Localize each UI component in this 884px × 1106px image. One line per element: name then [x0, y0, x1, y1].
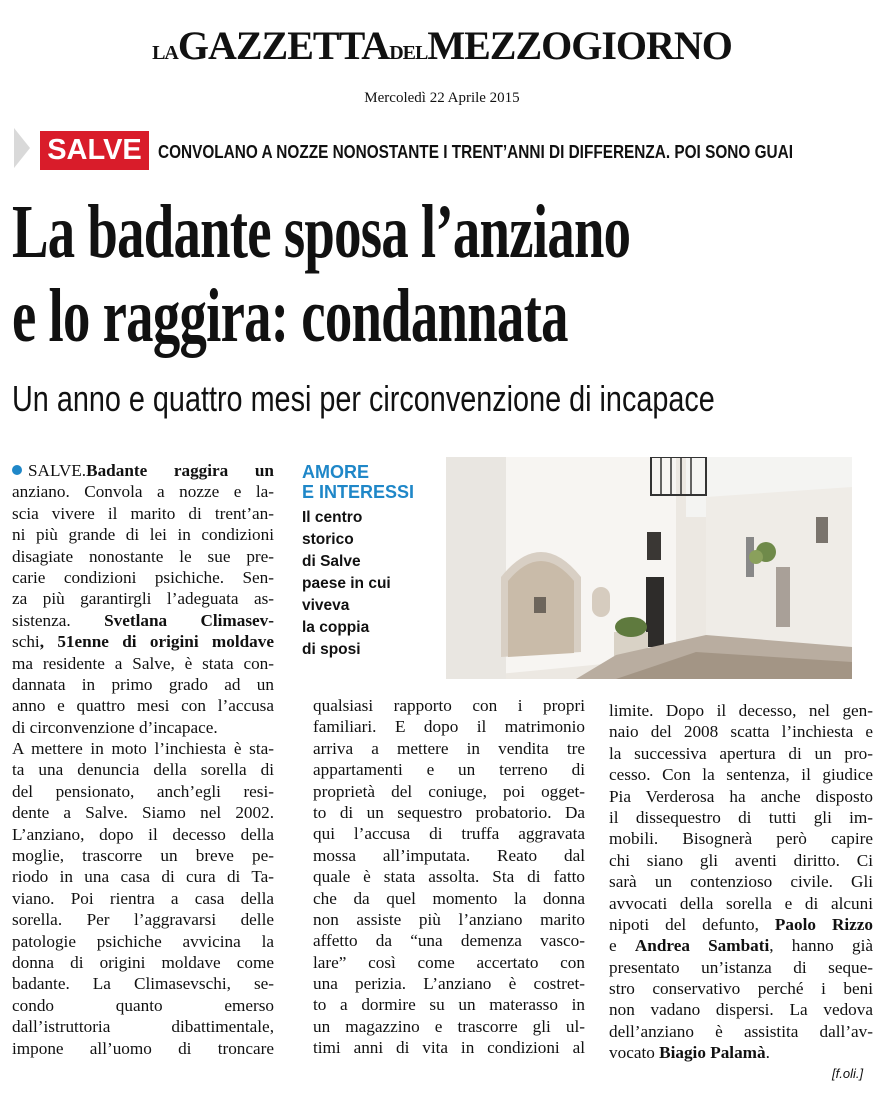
article-line: e Andrea Sambati, hanno già — [609, 936, 873, 956]
article-line: proprietà del coniuge, poi ogget- — [313, 781, 585, 801]
article-line: L’anziano, dopo il decesso della — [12, 824, 274, 844]
caption-line: la coppia — [302, 619, 370, 636]
kicker-line: CONVOLANO A NOZZE NONOSTANTE I TRENT’ANNI DI DIFFERENZA. POI SONO GUAI — [158, 141, 793, 162]
article-line: il dissequestro di tutti gli im- — [609, 807, 873, 827]
article-line: ta una denuncia della sorella di — [12, 760, 274, 780]
caption-line: di Salve — [302, 553, 361, 570]
headline-line: e lo raggira: condannata — [12, 274, 568, 358]
article-line: disagiate nonostante le sue pre- — [12, 546, 274, 566]
street-photo-illustration — [446, 457, 852, 679]
caption-line: Il centro — [302, 509, 363, 526]
caption-line: di sposi — [302, 641, 361, 658]
article-line: arriva a mettere in vendita tre — [313, 738, 585, 758]
article-line: qualsiasi rapporto con i propri — [313, 696, 585, 715]
article-line: che da quel momento la donna — [313, 888, 585, 908]
article-line: impone all’uomo di troncare — [12, 1038, 274, 1058]
article-line: chi siano gli aventi diritto. Ci — [609, 850, 873, 870]
street-photo — [446, 457, 852, 679]
article-line: non assiste più l’anziano marito — [313, 909, 585, 929]
masthead-del: DEL — [389, 42, 428, 64]
article-line: presentato un’istanza di seque- — [609, 957, 873, 977]
bullet-icon — [12, 465, 22, 475]
photo-caption-title — [302, 462, 414, 502]
article-line: dannata in primo grado ad un — [12, 674, 274, 694]
caption-line: paese in cui — [302, 575, 391, 592]
article-line: to di un sequestro probatorio. Da — [313, 802, 585, 822]
article-line: dell’anziano è assistita dall’av- — [609, 1021, 873, 1041]
article-line: vocato Biagio Palamà. — [609, 1043, 770, 1063]
caption-line: viveva — [302, 597, 350, 614]
article-line: anziano. Convola a nozze e la- — [12, 482, 274, 502]
article-line: badante. La Climasevschi, se- — [12, 974, 274, 994]
article-line: condo quanto emerso — [12, 995, 274, 1015]
article-line: la successiva apertura di un pro- — [609, 743, 873, 763]
masthead-gazzetta: GAZZETTA — [177, 23, 390, 68]
article-line: A mettere in moto l’inchiesta è sta- — [12, 739, 274, 759]
article-line: cesso. Con la sentenza, il giudice — [609, 765, 873, 785]
headline — [12, 190, 876, 358]
article-line: una perizia. L’anziano è costret- — [313, 974, 585, 994]
article-line: di circonvenzione d’incapace. — [12, 717, 218, 737]
caption-line: storico — [302, 531, 354, 548]
article-line: Pia Verderosa ha anche disposto — [609, 786, 873, 806]
article-line: sistenza. Svetlana Climasev- — [12, 610, 274, 630]
article-line: appartamenti e un terreno di — [313, 760, 585, 780]
article-line: donna di origini moldave come — [12, 952, 274, 972]
caption-title-line: E INTERESSI — [302, 482, 415, 502]
article-line: schi, 51enne di origini moldave — [12, 632, 274, 652]
masthead-la: LA — [152, 42, 178, 64]
article-line: affetto da “una demenza vasco- — [313, 931, 585, 951]
author-signature: [f.oli.] — [832, 1066, 864, 1081]
masthead-mezzogiorno: MEZZOGIORNO — [427, 23, 732, 68]
article-line: patologie psichiche avvicina la — [12, 931, 274, 951]
article-line: dall’istruttoria dibattimentale, — [12, 1017, 274, 1037]
article-line: familiari. E dopo il matrimonio — [313, 717, 585, 737]
publication-date: Mercoledì 22 Aprile 2015 — [364, 90, 520, 106]
article-line: mossa all’imputata. Reato dal — [313, 845, 585, 865]
article-line: stro conservativo perché i beni — [609, 979, 873, 999]
article-line: quale è stata assolta. Sta di fatto — [313, 867, 585, 887]
article-line: sorella. Per l’aggravarsi delle — [12, 910, 274, 930]
article-line: to a dormire su un materasso in — [313, 995, 585, 1015]
article-column-3 — [609, 700, 873, 1064]
article-line: scia vivere il marito di trent’an- — [12, 503, 274, 523]
article-line: dente a Salve. Siamo nel 2002. — [12, 803, 274, 823]
article-line: qui l’accusa di truffa aggravata — [313, 824, 585, 844]
article-line: timi anni di vita in condizioni al — [313, 1038, 585, 1058]
photo-caption-body — [302, 507, 391, 661]
caption-title-line: AMORE — [302, 462, 369, 482]
kicker-arrow-icon — [14, 128, 30, 168]
article-line: del pensionato, anch’egli resi- — [12, 781, 274, 801]
headline-line: La badante sposa l’anziano — [12, 190, 631, 274]
article-line: viano. Poi rientra a casa della — [12, 888, 274, 908]
article-line: sarà un contenzioso civile. Gli — [609, 872, 873, 892]
article-line: avvocati della sorella e di alcuni — [609, 893, 873, 913]
article-line: nipoti del defunto, Paolo Rizzo — [609, 914, 873, 934]
article-line: anno e quattro mesi con l’accusa — [12, 696, 274, 716]
article-line: za più garantirgli l’adeguata as- — [12, 589, 274, 609]
article-line: lare” così come accertato con — [313, 952, 585, 972]
article-line: riodo in una casa di cura di Ta- — [12, 867, 274, 887]
article-line: ni più grande di lei in condizioni — [12, 525, 274, 545]
article-column-2 — [313, 695, 585, 1059]
article-line: ma residente a Salve, è stata con- — [12, 653, 274, 673]
article-line: mobili. Bisognerà però capire — [609, 829, 873, 849]
location-tag: SALVE — [40, 131, 149, 170]
article-line: moglie, trascorre un breve pe- — [12, 846, 274, 866]
article-line: naio del 2008 scatta l’inchiesta e — [609, 722, 873, 742]
article-line: carie condizioni psichiche. Sen- — [12, 567, 274, 587]
article-line: limite. Dopo il decesso, nel gen- — [609, 701, 873, 720]
article-line: un magazzino e trascorre gli ul- — [313, 1016, 585, 1036]
article-line: non vadano dispersi. La vedova — [609, 1000, 873, 1020]
article-line: SALVE.Badante raggira un — [12, 460, 274, 481]
subheadline: Un anno e quattro mesi per circonvenzione di incapace — [12, 378, 715, 419]
masthead — [0, 22, 884, 77]
article-column-1 — [12, 460, 274, 1059]
